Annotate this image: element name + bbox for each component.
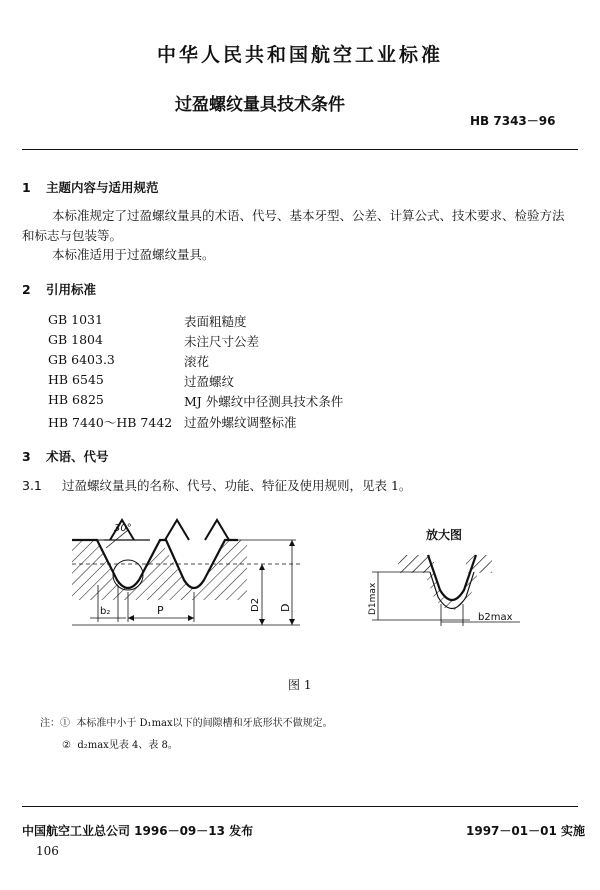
section-3-title: 术语、代号 [46, 449, 109, 464]
note-1-prefix: 注：① [40, 718, 70, 729]
label-D: D [279, 603, 292, 612]
ref-name: MJ 外螺纹中径测具技术条件 [184, 394, 344, 409]
note-1-text: 本标准中小于 D₁max以下的间隙槽和牙底形状不做规定。 [76, 718, 333, 729]
label-P: P [157, 604, 164, 617]
enlarged-title: 放大图 [426, 528, 463, 542]
note-2-prefix: ② [62, 740, 71, 751]
document-title: 过盈螺纹量具技术条件 [175, 95, 345, 115]
ref-code: GB 1804 [48, 332, 103, 347]
note-2 [62, 736, 178, 751]
standard-title: 中华人民共和国航空工业标准 [156, 44, 443, 66]
section-2-number: 2 [22, 282, 31, 297]
ref-name: 滚花 [184, 354, 210, 369]
clause-3-1-text: 过盈螺纹量具的名称、代号、功能、特征及使用规则，见表 1。 [62, 478, 412, 493]
ref-name: 过盈外螺纹调整标准 [184, 415, 297, 430]
clause-3-1-number: 3.1 [22, 478, 42, 493]
ref-code: HB 6825 [48, 392, 104, 407]
section-1-para2: 本标准适用于过盈螺纹量具。 [52, 247, 215, 262]
ref-code: GB 1031 [48, 312, 103, 327]
label-D1max: D1max [368, 582, 378, 615]
effective-date: 1997－01－01 实施 [466, 824, 585, 838]
section-1-para1-line2: 和标志与包装等。 [22, 228, 123, 243]
figure-caption: 图 1 [288, 678, 312, 692]
section-2-title: 引用标准 [46, 282, 97, 297]
section-3-number: 3 [22, 449, 31, 464]
section-1-number: 1 [22, 180, 31, 195]
footer-rule [22, 806, 578, 807]
enlarged-view [368, 527, 520, 626]
ref-code: GB 6403.3 [48, 352, 115, 367]
section-1-title: 主题内容与适用规范 [46, 180, 159, 195]
angle-label: 30° [114, 523, 132, 534]
section-1-para1-line1: 本标准规定了过盈螺纹量具的术语、代号、基本牙型、公差、计算公式、技术要求、检验方法 [52, 208, 565, 223]
note-1 [40, 714, 333, 729]
ref-name: 过盈螺纹 [184, 374, 235, 389]
label-b2: b₂ [100, 606, 111, 617]
note-2-text: d₂max见表 4、表 8。 [77, 740, 178, 751]
document-code: HB 7343－96 [470, 114, 556, 128]
ref-name: 未注尺寸公差 [184, 334, 260, 349]
publish-date: 中国航空工业总公司 1996－09－13 发布 [22, 824, 254, 838]
ref-name: 表面粗糙度 [184, 314, 247, 329]
ref-code: HB 6545 [48, 372, 104, 387]
label-b2max: b2max [478, 612, 513, 623]
ref-code: HB 7440～HB 7442 [48, 415, 173, 430]
label-D2: D2 [250, 597, 261, 612]
page-number: 106 [36, 844, 59, 858]
